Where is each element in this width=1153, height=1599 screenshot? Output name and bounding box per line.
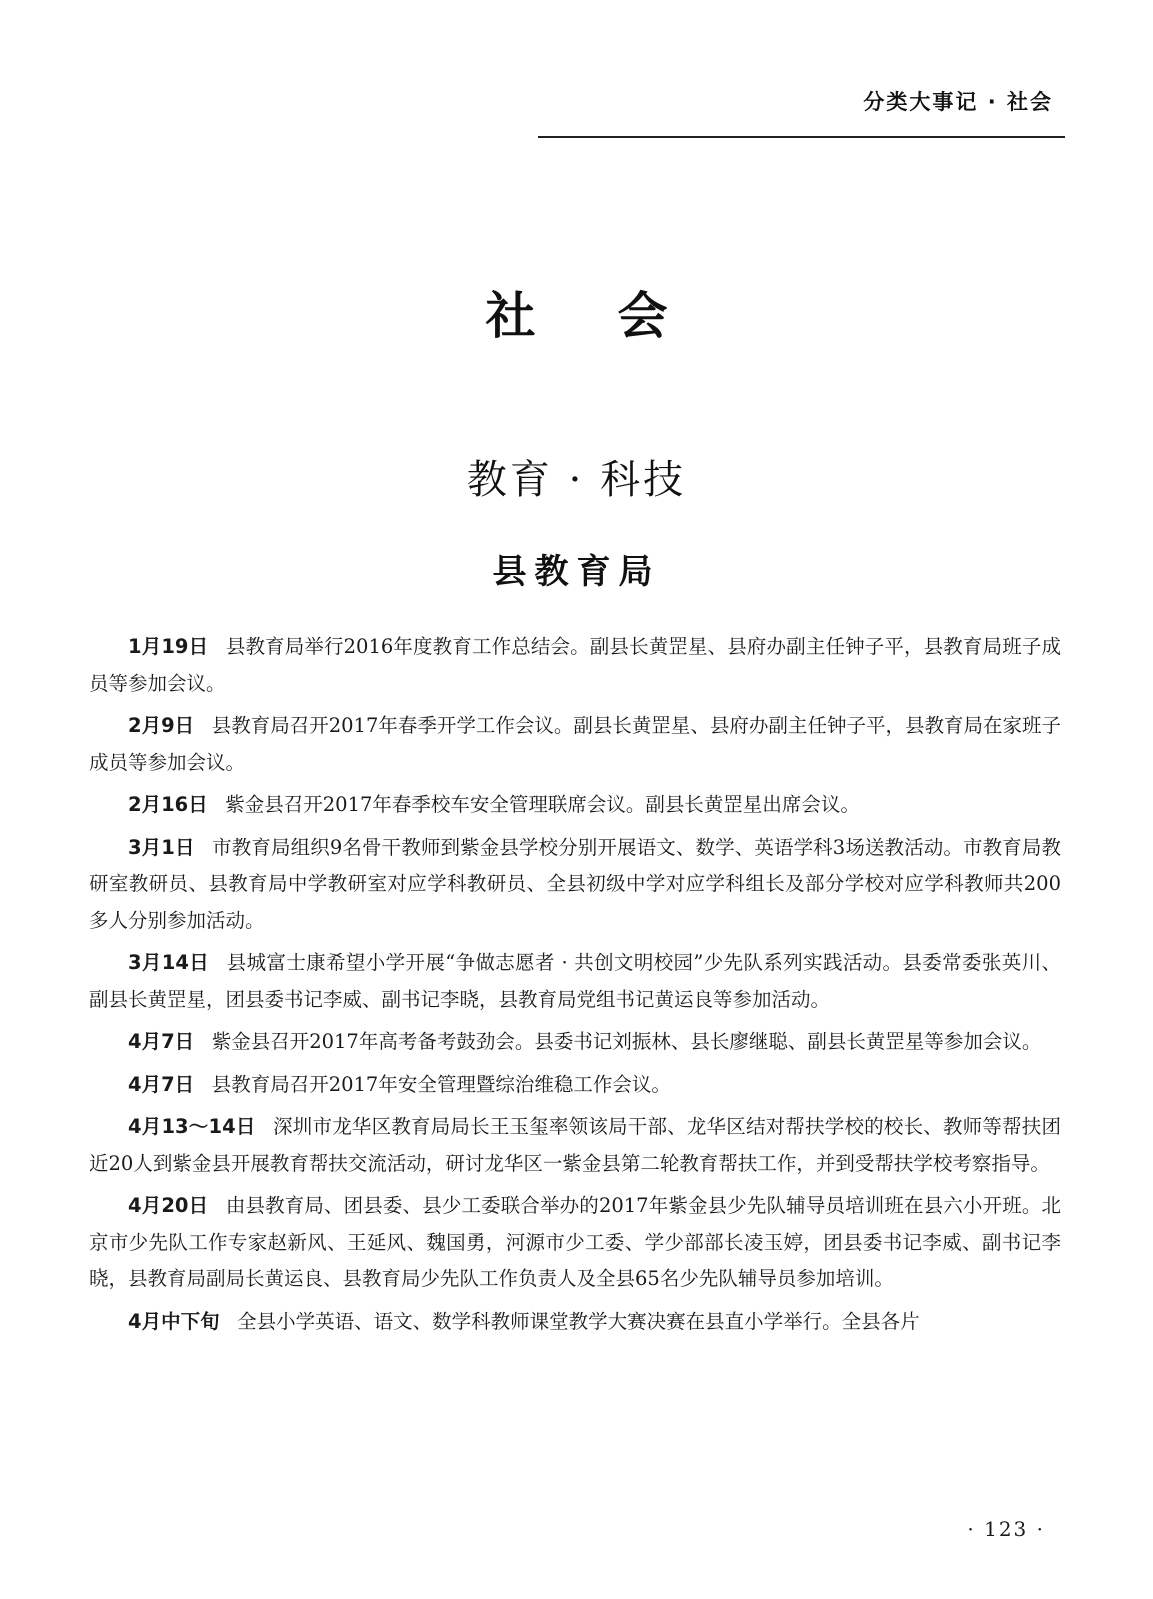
chronicle-entries [89, 629, 1061, 1346]
chronicle-entry [89, 1067, 1061, 1104]
chronicle-entry [89, 1304, 1061, 1341]
entry-text: 县教育局举行2016年度教育工作总结会。副县长黄罡星、县府办副主任钟子平，县教育局班子成员等参加会议。 [89, 635, 1061, 695]
entry-text: 全县小学英语、语文、数学科教师课堂教学大赛决赛在县直小学举行。全县各片 [237, 1309, 920, 1333]
entry-text: 县城富士康希望小学开展“争做志愿者 · 共创文明校园”少先队系列实践活动。县委常委张英川、副县长黄罡星，团县委书记李威、副书记李晓，县教育局党组书记黄运良等参加活动。 [89, 951, 1061, 1011]
chronicle-entry [89, 787, 1061, 824]
chronicle-entry [89, 945, 1061, 1018]
entry-text: 紫金县召开2017年高考备考鼓劲会。县委书记刘振林、县长廖继聪、副县长黄罡星等参加会议。 [211, 1030, 1042, 1053]
entry-text: 紫金县召开2017年春季校车安全管理联席会议。副县长黄罡星出席会议。 [225, 793, 860, 816]
chronicle-entry [89, 830, 1061, 940]
entry-date: 4月中下旬 [128, 1309, 220, 1333]
page-number: · 123 · [967, 1517, 1045, 1541]
section-title: 教育 · 科技 [466, 457, 687, 503]
entry-date: 3月1日 [128, 835, 195, 859]
entry-text: 深圳市龙华区教育局局长王玉玺率领该局干部、龙华区结对帮扶学校的校长、教师等帮扶团近20人到紫金县开展教育帮扶交流活动，研讨龙华区一紫金县第二轮教育帮扶工作，并到受帮扶学校考察指导。 [89, 1115, 1061, 1175]
entry-text: 县教育局召开2017年春季开学工作会议。副县长黄罡星、县府办副主任钟子平，县教育局在家班子成员等参加会议。 [89, 714, 1061, 774]
subsection-title: 县教育局 [492, 552, 661, 592]
entry-date: 4月13～14日 [128, 1115, 256, 1138]
entry-date: 1月19日 [128, 635, 209, 658]
entry-date: 4月7日 [128, 1072, 195, 1096]
entry-text: 县教育局召开2017年安全管理暨综治维稳工作会议。 [211, 1072, 671, 1096]
entry-text: 由县教育局、团县委、县少工委联合举办的2017年紫金县少先队辅导员培训班在县六小开班。北京市少先队工作专家赵新风、王延风、魏国勇，河源市少工委、学少部部长凌玉婷，团县委书记李威、副书记李晓，县教育局副局长黄运良、县教育局少先队工作负责人及全县65名少先队辅导员参加培训。 [89, 1194, 1061, 1290]
entry-date: 2月9日 [128, 714, 195, 737]
entry-date: 2月16日 [128, 793, 208, 816]
chronicle-entry [89, 1024, 1061, 1061]
chronicle-entry [89, 629, 1061, 702]
running-header: 分类大事记 · 社会 [863, 90, 1053, 114]
entry-date: 4月20日 [128, 1194, 209, 1217]
entry-text: 市教育局组织9名骨干教师到紫金县学校分别开展语文、数学、英语学科3场送教活动。市教育局教研室教研员、县教育局中学教研室对应学科教研员、全县初级中学对应学科组长及部分学校对应学科教师共200多人分别参加活动。 [89, 835, 1061, 932]
entry-date: 4月7日 [128, 1030, 195, 1053]
entry-date: 3月14日 [128, 951, 210, 974]
chronicle-entry [89, 1188, 1061, 1298]
chronicle-entry [89, 708, 1061, 781]
chronicle-entry [89, 1109, 1061, 1182]
header-rule [538, 136, 1065, 138]
chapter-title: 社会 [485, 287, 750, 345]
